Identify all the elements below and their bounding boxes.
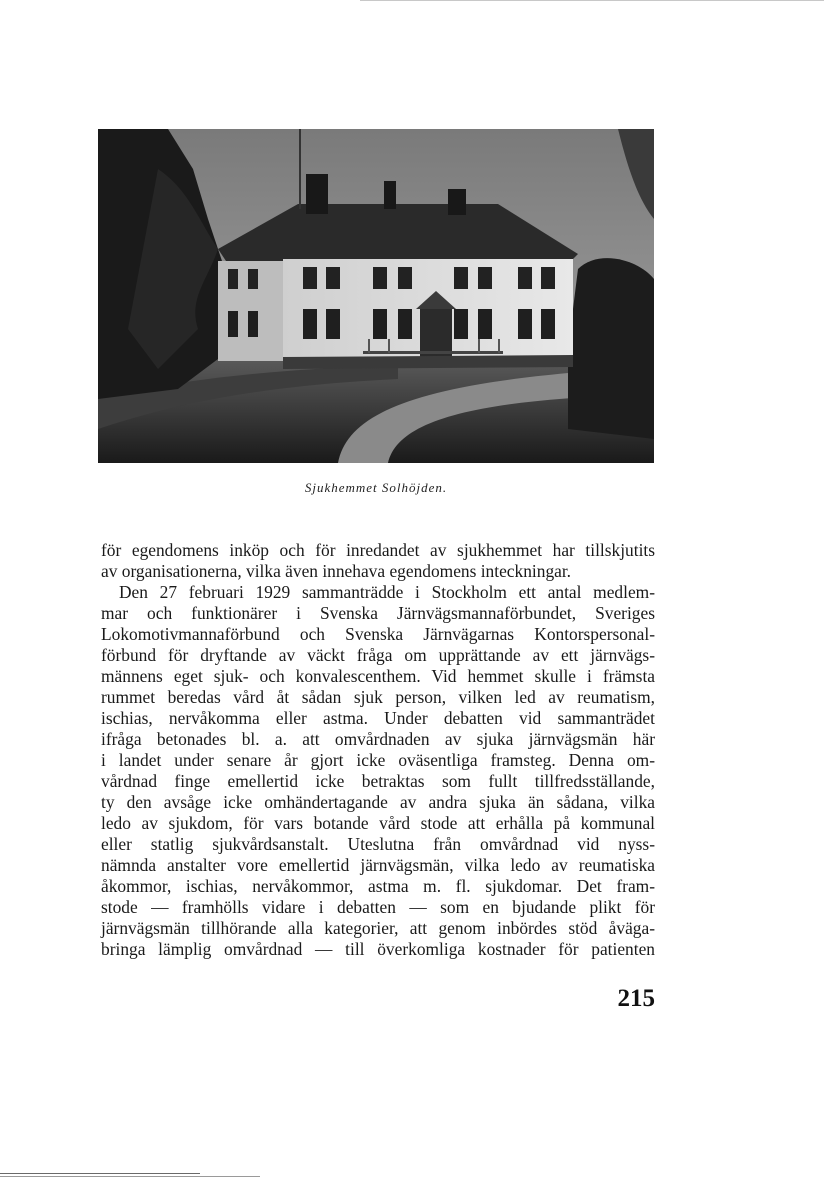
building-photograph: [98, 129, 654, 463]
text-line: för egendomens inköp och för inredandet av sjukhemmet har tillskjutits: [101, 540, 655, 560]
text-line: rummet beredas vård åt sådan sjuk person, vilken led av reumatism,: [101, 687, 655, 707]
text-line: vårdnad finge emellertid icke betraktas som fullt tillfredsställande,: [101, 771, 655, 791]
text-line: i landet under senare år gjort icke oväsentliga framsteg. Denna om-: [101, 750, 655, 770]
text-line: ty den avsåge icke omhändertagande av andra sjuka än sådana, vilka: [101, 792, 655, 812]
text-line: bringa lämplig omvårdnad — till överkomliga kostnader för patienten: [101, 939, 655, 959]
text-line: ischias, nervåkomma eller astma. Under debatten vid sammanträdet: [101, 708, 655, 728]
text-line: Den 27 februari 1929 sammanträdde i Stockholm ett antal medlem-: [119, 582, 655, 602]
scan-edge-bottom-2: [0, 1176, 260, 1177]
text-line: stode — framhölls vidare i debatten — som en bjudande plikt för: [101, 897, 655, 917]
text-line: järnvägsmän tillhörande alla kategorier, att genom inbördes stöd åväga-: [101, 918, 655, 938]
page-number: 215: [617, 985, 655, 1012]
text-line: åkommor, ischias, nervåkommor, astma m. fl. sjukdomar. Det fram-: [101, 876, 655, 896]
text-line: ifråga betonades bl. a. att omvårdnaden av sjuka järnvägsmän här: [101, 729, 655, 749]
text-line: förbund för dryftande av väckt fråga om upprättande av ett järnvägs-: [101, 645, 655, 665]
text-line: nämnda anstalter vore emellertid järnvägsmän, vilka ledo av reumatiska: [101, 855, 655, 875]
scan-edge-top: [360, 0, 824, 1]
text-line: ledo av sjukdom, för vars botande vård stode att erhålla på kommunal: [101, 813, 655, 833]
body-text: [101, 540, 655, 960]
text-line: mar och funktionärer i Svenska Järnvägsmannaförbundet, Sveriges: [101, 603, 655, 623]
text-line: av organisationerna, vilka även innehava egendomens inteckningar.: [101, 561, 572, 581]
photo-caption: Sjukhemmet Solhöjden.: [304, 480, 448, 495]
text-line: männens eget sjuk- och konvalescenthem. Vid hemmet skulle i främsta: [101, 666, 655, 686]
text-line: Lokomotivmannaförbund och Svenska Järnvägarnas Kontorspersonal-: [101, 624, 655, 644]
scan-edge-bottom: [0, 1173, 200, 1174]
text-line: eller statlig sjukvårdsanstalt. Uteslutna från omvårdnad vid nyss-: [101, 834, 655, 854]
